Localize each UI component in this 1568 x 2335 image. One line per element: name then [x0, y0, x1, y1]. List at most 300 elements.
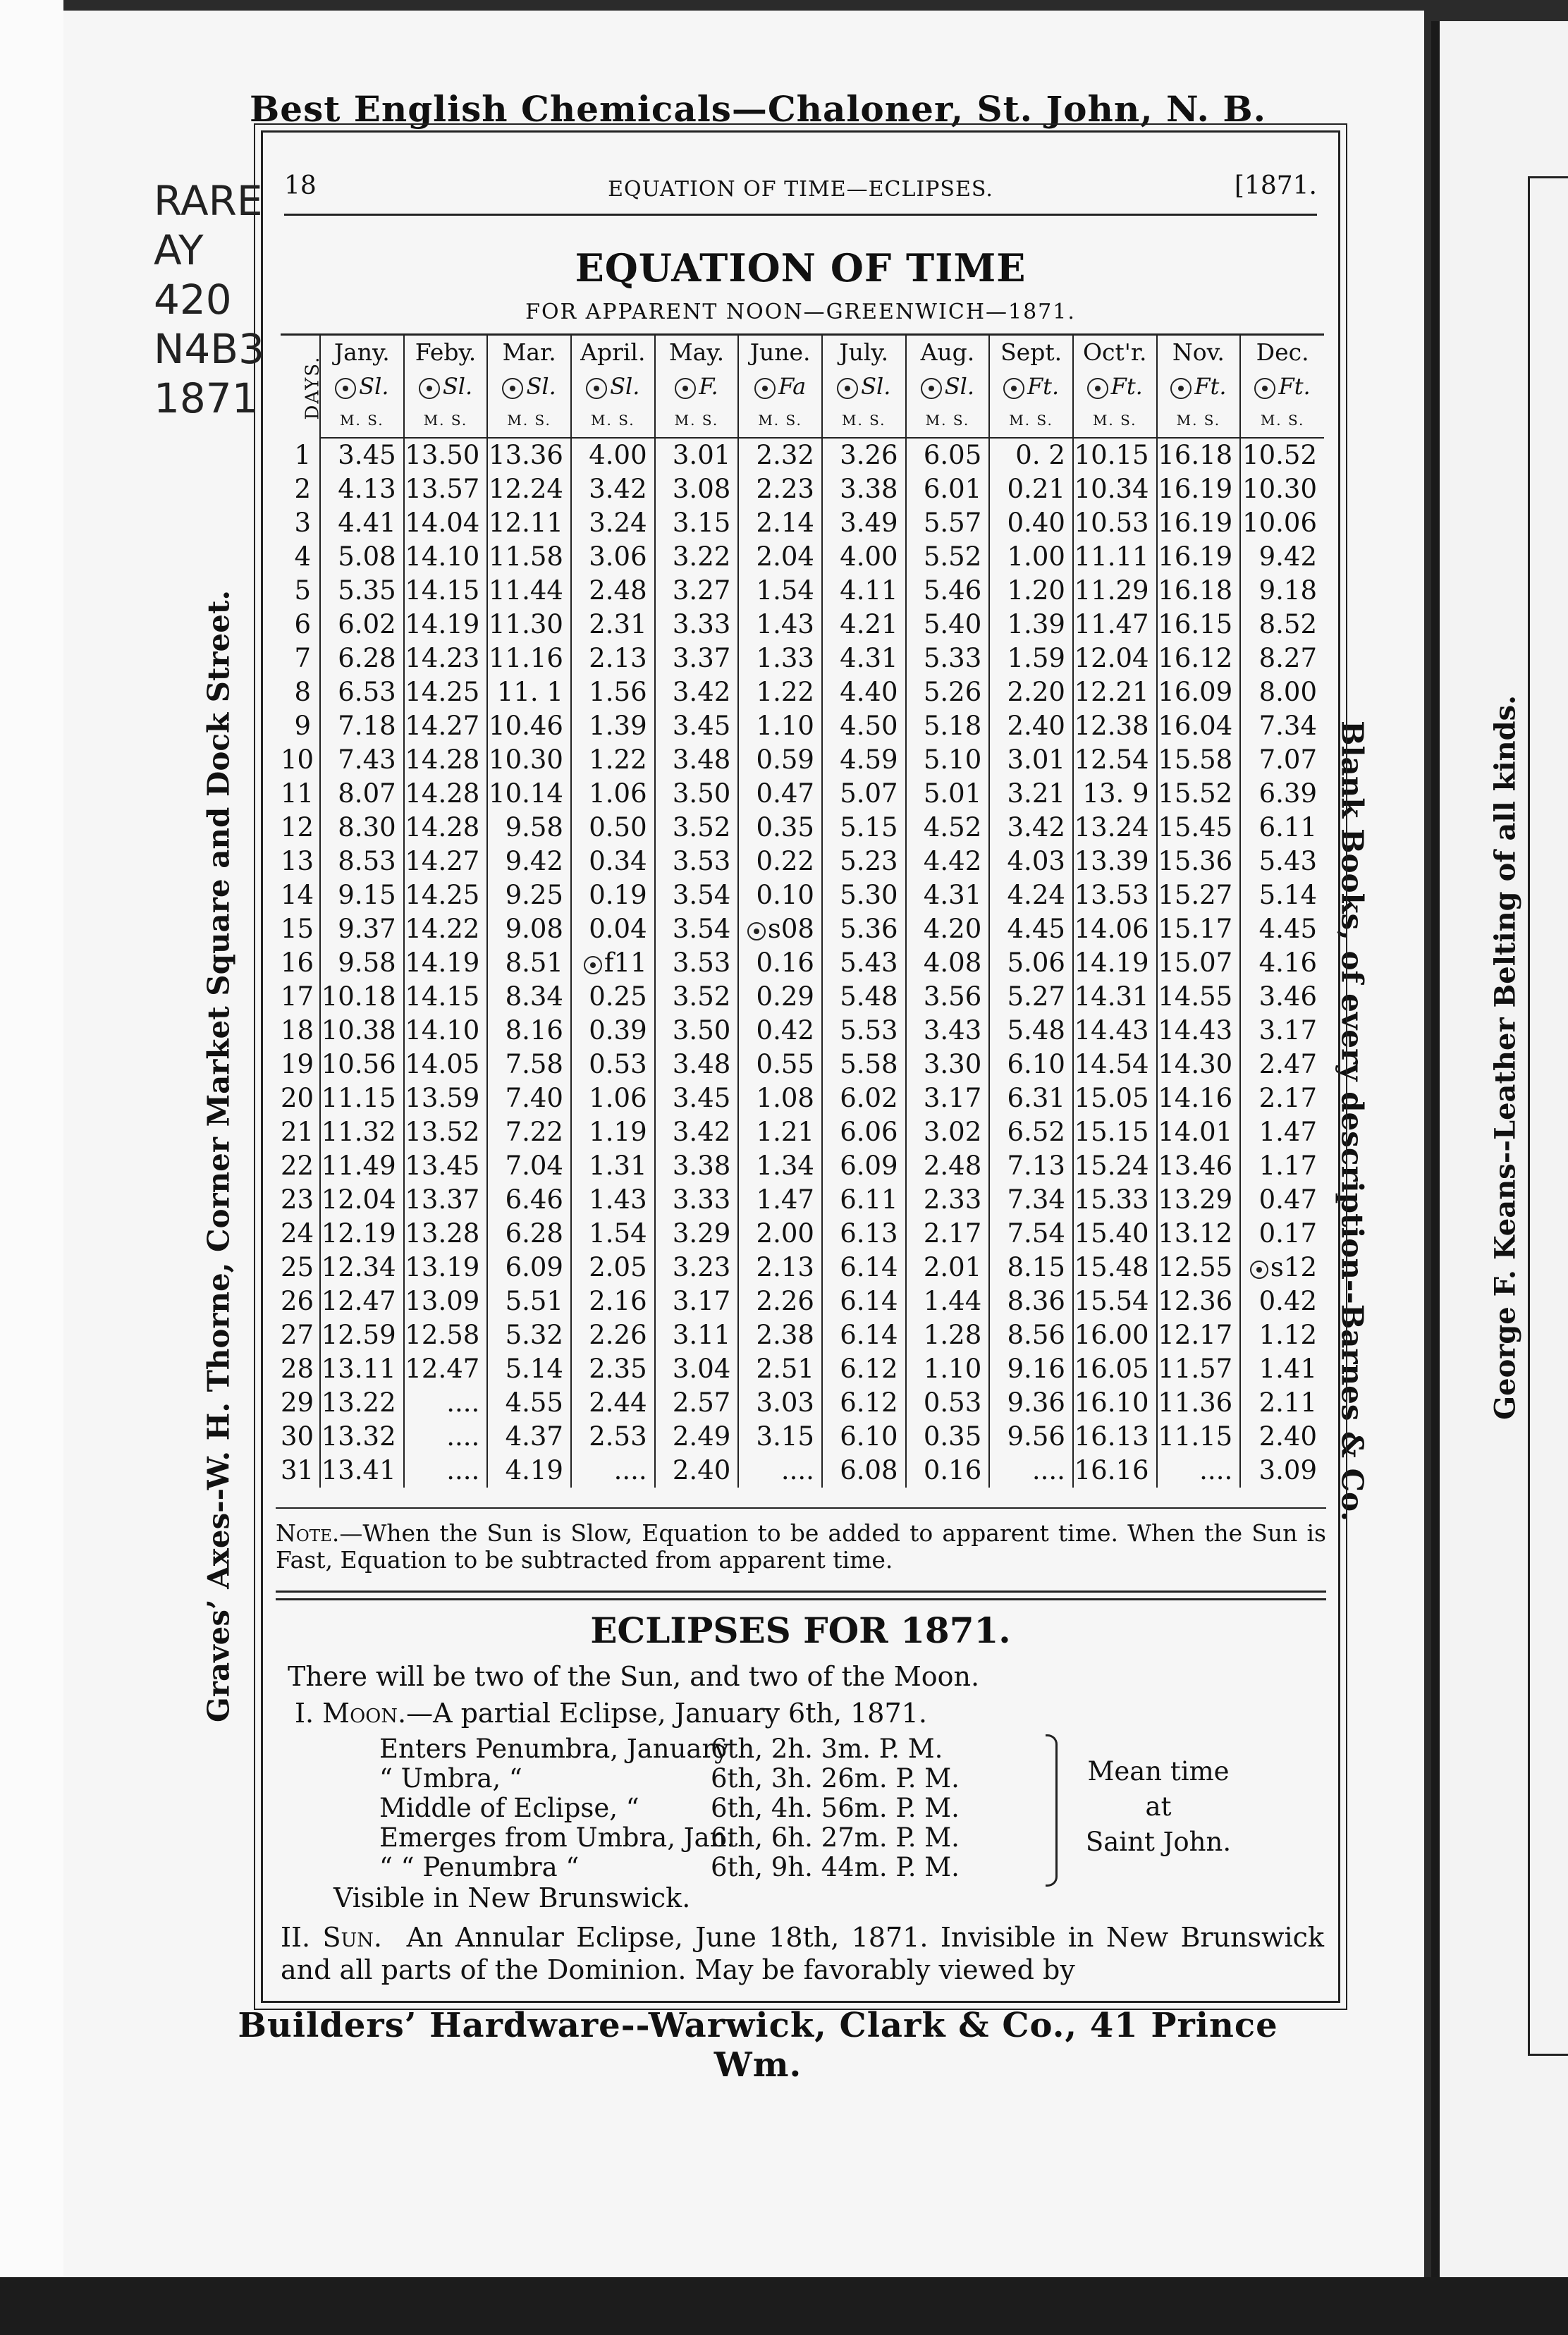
table-row: [281, 709, 1324, 743]
equation-value: 2.01: [906, 1251, 990, 1285]
equation-value: 13.36: [487, 438, 571, 472]
equation-value: 5.43: [822, 946, 906, 980]
equation-value: 6.11: [822, 1183, 906, 1217]
equation-value: 12.11: [487, 506, 571, 540]
equation-value: 3.33: [655, 1183, 739, 1217]
table-row: [281, 1318, 1324, 1352]
equation-value: 0.34: [571, 845, 655, 878]
equation-value: 8.53: [320, 845, 404, 878]
table-row: [281, 608, 1324, 642]
equation-value: 1.43: [571, 1183, 655, 1217]
sun-symbol-icon: [754, 378, 776, 399]
equation-value: 3.53: [655, 946, 739, 980]
equation-value: 6.11: [1240, 811, 1324, 845]
equation-value: 7.34: [1240, 709, 1324, 743]
equation-value: 1.54: [738, 574, 822, 608]
equation-value: 7.34: [989, 1183, 1073, 1217]
equation-value: 11.11: [1073, 540, 1157, 574]
sun-state-label: Ft.: [1110, 373, 1143, 400]
equation-value: 4.20: [906, 912, 990, 946]
equation-value: 5.40: [906, 608, 990, 642]
equation-value: 0.22: [738, 845, 822, 878]
equation-value: 0. 2: [989, 438, 1073, 472]
equation-value: 3.11: [655, 1318, 739, 1352]
equation-value: 2.17: [906, 1217, 990, 1251]
equation-value: 15.40: [1073, 1217, 1157, 1251]
sun-state-label: Sl.: [359, 373, 389, 400]
equation-value: 13.46: [1157, 1149, 1241, 1183]
equation-value: 14.43: [1073, 1014, 1157, 1048]
eclipses-intro: There will be two of the Sun, and two of the Moon.: [288, 1661, 980, 1692]
equation-value: 14.25: [404, 878, 488, 912]
equation-value: 5.18: [906, 709, 990, 743]
equation-value: 2.57: [655, 1386, 739, 1420]
equation-value: 15.33: [1073, 1183, 1157, 1217]
equation-value: 0.47: [1240, 1183, 1324, 1217]
equation-value: 10.34: [1073, 472, 1157, 506]
equation-value: 13.59: [404, 1081, 488, 1115]
right-advertisement: Blank Books, of every description--Barnes & Co.: [1335, 721, 1370, 1521]
equation-value: 9.15: [320, 878, 404, 912]
equation-value: 6.52: [989, 1115, 1073, 1149]
equation-value: 1.54: [571, 1217, 655, 1251]
equation-value: 9.25: [487, 878, 571, 912]
equation-value: 5.33: [906, 642, 990, 675]
month-header: Feby.: [404, 335, 488, 370]
equation-value: 3.17: [1240, 1014, 1324, 1048]
sun-state-label: Ft.: [1278, 373, 1311, 400]
day-number: 30: [281, 1421, 314, 1452]
equation-value: 3.02: [906, 1115, 990, 1149]
sun-crossing-icon: [584, 956, 602, 974]
equation-value-text: s12: [1270, 1252, 1317, 1282]
table-row: [281, 1454, 1324, 1488]
equation-value: 4.50: [822, 709, 906, 743]
equation-value: 10.30: [1240, 472, 1324, 506]
equation-value: 4.31: [906, 878, 990, 912]
moon-eclipse-line: [295, 1698, 927, 1729]
sun-state-header: [738, 369, 822, 403]
equation-value: 11.30: [487, 608, 571, 642]
equation-value: 11.15: [320, 1081, 404, 1115]
equation-value: 3.45: [655, 1081, 739, 1115]
equation-value: 3.37: [655, 642, 739, 675]
equation-value: 14.27: [404, 709, 488, 743]
contact-time: 6th, 6h. 27m. P. M.: [711, 1822, 960, 1853]
equation-value: 4.11: [822, 574, 906, 608]
equation-value: 13.52: [404, 1115, 488, 1149]
equation-value: 0.29: [738, 980, 822, 1014]
equation-value: 5.01: [906, 777, 990, 811]
equation-value: 6.12: [822, 1386, 906, 1420]
top-advertisement: Best English Chemicals—Chaloner, St. John, N. B.: [250, 88, 1266, 130]
equation-value: 13.24: [1073, 811, 1157, 845]
equation-value: 8.27: [1240, 642, 1324, 675]
equation-value: 3.21: [989, 777, 1073, 811]
day-number: 16: [281, 948, 314, 978]
equation-value: 12.36: [1157, 1285, 1241, 1318]
equation-value: 1.39: [571, 709, 655, 743]
equation-value: 9.56: [989, 1420, 1073, 1454]
equation-value: 2.14: [738, 506, 822, 540]
equation-value: 11.47: [1073, 608, 1157, 642]
equation-value: 4.40: [822, 675, 906, 709]
equation-value: 11.44: [487, 574, 571, 608]
equation-value: 8.56: [989, 1318, 1073, 1352]
equation-value: 0.19: [571, 878, 655, 912]
equation-value: 1.00: [989, 540, 1073, 574]
equation-value: 7.58: [487, 1048, 571, 1081]
equation-value: 3.29: [655, 1217, 739, 1251]
page-content-frame: [261, 130, 1340, 2003]
call-number-line: RARE: [154, 177, 263, 225]
equation-value: 4.00: [571, 438, 655, 472]
table-row: [281, 675, 1324, 709]
eclipse-contact-times: [379, 1734, 1049, 1882]
table-row: [281, 912, 1324, 946]
equation-value: 6.46: [487, 1183, 571, 1217]
table-row: [281, 438, 1324, 472]
equation-value: 6.31: [989, 1081, 1073, 1115]
equation-value: 16.04: [1157, 709, 1241, 743]
equation-value: 3.06: [571, 540, 655, 574]
equation-value: 5.30: [822, 878, 906, 912]
equation-value: 15.27: [1157, 878, 1241, 912]
equation-value: 6.10: [989, 1048, 1073, 1081]
equation-value: 9.42: [1240, 540, 1324, 574]
equation-value: 16.18: [1157, 438, 1241, 472]
equation-value: 15.07: [1157, 946, 1241, 980]
equation-value: 8.34: [487, 980, 571, 1014]
equation-value: 5.58: [822, 1048, 906, 1081]
sun-state-label: Ft.: [1194, 373, 1227, 400]
sun-state-label: Sl.: [442, 373, 473, 400]
equation-value: 13.53: [1073, 878, 1157, 912]
equation-value: 13. 9: [1073, 777, 1157, 811]
table-row: [281, 946, 1324, 980]
equation-table-body: [281, 438, 1324, 1488]
equation-value: 3.54: [655, 878, 739, 912]
equation-value: 2.13: [738, 1251, 822, 1285]
equation-value: 2.04: [738, 540, 822, 574]
sun-state-label: Sl.: [944, 373, 975, 400]
day-number: 3: [294, 508, 311, 538]
equation-value: 6.09: [487, 1251, 571, 1285]
equation-value: 5.32: [487, 1318, 571, 1352]
equation-value: 0.35: [906, 1420, 990, 1454]
equation-value: 1.22: [738, 675, 822, 709]
equation-value: 2.40: [655, 1454, 739, 1488]
equation-value: 16.13: [1073, 1420, 1157, 1454]
equation-value: 4.55: [487, 1386, 571, 1420]
equation-value: 3.52: [655, 980, 739, 1014]
table-row: [281, 1251, 1324, 1285]
equation-value: 11.29: [1073, 574, 1157, 608]
equation-value: 2.16: [571, 1285, 655, 1318]
equation-value: 6.13: [822, 1217, 906, 1251]
equation-value: 2.17: [1240, 1081, 1324, 1115]
equation-value: 0.40: [989, 506, 1073, 540]
equation-value: 12.24: [487, 472, 571, 506]
equation-value: 3.45: [320, 438, 404, 472]
equation-value: 6.06: [822, 1115, 906, 1149]
equation-value: 15.05: [1073, 1081, 1157, 1115]
month-header: Oct'r.: [1073, 335, 1157, 370]
month-header: April.: [571, 335, 655, 370]
equation-value: 10.53: [1073, 506, 1157, 540]
equation-value: 5.48: [989, 1014, 1073, 1048]
sun-state-header: [1240, 369, 1324, 403]
day-number: 4: [294, 541, 311, 572]
equation-title: EQUATION OF TIME: [575, 245, 1027, 290]
equation-value: 16.18: [1157, 574, 1241, 608]
equation-value: 13.12: [1157, 1217, 1241, 1251]
equation-value: 14.06: [1073, 912, 1157, 946]
day-number: 29: [281, 1387, 314, 1418]
equation-value: 3.09: [1240, 1454, 1324, 1488]
equation-value: 13.41: [320, 1454, 404, 1488]
equation-value: 5.57: [906, 506, 990, 540]
equation-value: 3.22: [655, 540, 739, 574]
month-header: Dec.: [1240, 335, 1324, 370]
table-row: [281, 1386, 1324, 1420]
equation-value: 4.21: [822, 608, 906, 642]
equation-value: 14.15: [404, 574, 488, 608]
equation-value: 3.17: [906, 1081, 990, 1115]
equation-value: 8.07: [320, 777, 404, 811]
day-number: 9: [294, 711, 311, 741]
unit-header: M. S.: [1157, 403, 1241, 438]
equation-value: 2.26: [571, 1318, 655, 1352]
equation-value: 14.55: [1157, 980, 1241, 1014]
equation-value: 12.47: [320, 1285, 404, 1318]
equation-value: ....: [404, 1454, 488, 1488]
equation-value: 4.03: [989, 845, 1073, 878]
equation-value: 6.14: [822, 1285, 906, 1318]
adjacent-page-advertisement: George F. Keans--Leather Belting of all kinds.: [1488, 694, 1522, 1421]
equation-value: 2.40: [989, 709, 1073, 743]
equation-value: ....: [404, 1420, 488, 1454]
equation-value: 4.52: [906, 811, 990, 845]
equation-value: 1.28: [906, 1318, 990, 1352]
equation-value: 6.01: [906, 472, 990, 506]
equation-value: 1.20: [989, 574, 1073, 608]
equation-value: [738, 912, 822, 946]
equation-value: 3.38: [822, 472, 906, 506]
equation-value: 14.28: [404, 811, 488, 845]
equation-value: 2.51: [738, 1352, 822, 1386]
day-number: 10: [281, 744, 314, 775]
equation-value: 0.16: [738, 946, 822, 980]
day-number: 19: [281, 1049, 314, 1079]
equation-value: 11.32: [320, 1115, 404, 1149]
equation-value: 0.53: [571, 1048, 655, 1081]
equation-value: 3.42: [989, 811, 1073, 845]
bottom-advertisement: Builders’ Hardware--Warwick, Clark & Co., 41 Prince Wm.: [238, 2006, 1278, 2085]
equation-value: 6.10: [822, 1420, 906, 1454]
table-row: [281, 472, 1324, 506]
equation-value: 10.46: [487, 709, 571, 743]
sun-state-header: [1073, 369, 1157, 403]
table-row: [281, 980, 1324, 1014]
equation-value: 1.43: [738, 608, 822, 642]
equation-value: 10.15: [1073, 438, 1157, 472]
equation-value: 16.00: [1073, 1318, 1157, 1352]
sun-state-header: [571, 369, 655, 403]
equation-value: 5.14: [1240, 878, 1324, 912]
call-number-line: AY: [154, 226, 204, 274]
equation-value: 4.16: [1240, 946, 1324, 980]
sun-symbol-icon: [675, 378, 696, 399]
equation-value: 15.58: [1157, 743, 1241, 777]
contact-label: Middle of Eclipse, “: [379, 1793, 639, 1823]
equation-value: 12.04: [1073, 642, 1157, 675]
equation-value: 0.39: [571, 1014, 655, 1048]
unit-header: M. S.: [571, 403, 655, 438]
equation-value: 2.49: [655, 1420, 739, 1454]
equation-value: 1.10: [906, 1352, 990, 1386]
equation-value: 2.11: [1240, 1386, 1324, 1420]
visibility-note: Visible in New Brunswick.: [333, 1882, 691, 1913]
table-row: [281, 1149, 1324, 1183]
equation-value: 5.06: [989, 946, 1073, 980]
equation-value: 9.58: [487, 811, 571, 845]
equation-value: 10.30: [487, 743, 571, 777]
equation-value: 15.48: [1073, 1251, 1157, 1285]
equation-value: 2.53: [571, 1420, 655, 1454]
sun-eclipse-paragraph: [281, 1921, 1324, 1986]
equation-value: 14.01: [1157, 1115, 1241, 1149]
equation-value: 14.19: [1073, 946, 1157, 980]
equation-value: ....: [1157, 1454, 1241, 1488]
sun-state-header: [487, 369, 571, 403]
equation-value: 7.43: [320, 743, 404, 777]
scan-bottom-edge: [0, 2277, 1568, 2335]
scan-margin: [0, 0, 63, 2335]
table-row: [281, 540, 1324, 574]
month-header: Nov.: [1157, 335, 1241, 370]
equation-value: 3.04: [655, 1352, 739, 1386]
equation-value: 10.56: [320, 1048, 404, 1081]
equation-value-text: f11: [604, 948, 647, 978]
day-number: 21: [281, 1117, 314, 1147]
equation-value: 2.33: [906, 1183, 990, 1217]
unit-header: M. S.: [989, 403, 1073, 438]
equation-value: 3.38: [655, 1149, 739, 1183]
equation-value: 14.23: [404, 642, 488, 675]
equation-value: ....: [989, 1454, 1073, 1488]
equation-value: 3.03: [738, 1386, 822, 1420]
equation-value: 3.01: [989, 743, 1073, 777]
day-number: 7: [294, 643, 311, 673]
equation-value: 16.09: [1157, 675, 1241, 709]
unit-header: M. S.: [738, 403, 822, 438]
equation-value: 1.19: [571, 1115, 655, 1149]
table-row: [281, 1420, 1324, 1454]
unit-header: M. S.: [404, 403, 488, 438]
equation-value: 0.10: [738, 878, 822, 912]
equation-value: 0.50: [571, 811, 655, 845]
day-number: 24: [281, 1218, 314, 1249]
day-number: 27: [281, 1320, 314, 1350]
equation-value: 9.18: [1240, 574, 1324, 608]
sun-state-label: Sl.: [610, 373, 640, 400]
equation-value: 0.17: [1240, 1217, 1324, 1251]
equation-value: 0.16: [906, 1454, 990, 1488]
running-head: [284, 171, 1317, 216]
equation-value: 5.10: [906, 743, 990, 777]
equation-value: 2.48: [571, 574, 655, 608]
day-number: 20: [281, 1083, 314, 1113]
equation-value: 3.52: [655, 811, 739, 845]
contact-row: [379, 1794, 1049, 1823]
equation-value: 9.36: [989, 1386, 1073, 1420]
equation-value: 5.35: [320, 574, 404, 608]
sun-state-label: Sl.: [526, 373, 556, 400]
equation-value: 14.31: [1073, 980, 1157, 1014]
day-number: 28: [281, 1354, 314, 1384]
table-row: [281, 1352, 1324, 1386]
equation-value: 9.58: [320, 946, 404, 980]
equation-value: 2.26: [738, 1285, 822, 1318]
call-number-line: 420: [154, 276, 232, 324]
contact-row: [379, 1853, 1049, 1882]
contact-row: [379, 1764, 1049, 1794]
equation-value: 3.15: [655, 506, 739, 540]
unit-header: M. S.: [487, 403, 571, 438]
month-header-row: [281, 335, 1324, 370]
sun-symbol-icon: [502, 378, 523, 399]
table-row: [281, 845, 1324, 878]
equation-value: 7.40: [487, 1081, 571, 1115]
equation-value: 11.15: [1157, 1420, 1241, 1454]
equation-value: 13.37: [404, 1183, 488, 1217]
equation-value: 1.17: [1240, 1149, 1324, 1183]
day-number: 1: [294, 439, 311, 470]
table-row: [281, 743, 1324, 777]
equation-value: 5.48: [822, 980, 906, 1014]
month-header: Mar.: [487, 335, 571, 370]
table-row: [281, 574, 1324, 608]
equation-value: 9.37: [320, 912, 404, 946]
call-number-line: N4B3: [154, 325, 264, 373]
equation-value: 14.54: [1073, 1048, 1157, 1081]
table-row: [281, 1014, 1324, 1048]
equation-value: 1.21: [738, 1115, 822, 1149]
equation-value: 2.48: [906, 1149, 990, 1183]
equation-value: 0.42: [1240, 1285, 1324, 1318]
equation-value: 6.28: [320, 642, 404, 675]
equation-value: 1.59: [989, 642, 1073, 675]
sun-crossing-icon: [747, 922, 766, 940]
equation-value: 12.34: [320, 1251, 404, 1285]
equation-value: 2.31: [571, 608, 655, 642]
contact-label: “ Umbra, “: [379, 1763, 522, 1794]
equation-value: 14.19: [404, 608, 488, 642]
equation-value: 6.02: [320, 608, 404, 642]
equation-value: 3.56: [906, 980, 990, 1014]
moon-heading: I. Moon.: [295, 1698, 407, 1729]
equation-value: 0.25: [571, 980, 655, 1014]
equation-value: 12.17: [1157, 1318, 1241, 1352]
day-number: 22: [281, 1151, 314, 1181]
equation-value: 1.08: [738, 1081, 822, 1115]
equation-value: 3.42: [655, 675, 739, 709]
equation-value: 3.24: [571, 506, 655, 540]
sun-symbol-icon: [1170, 378, 1192, 399]
table-row: [281, 1081, 1324, 1115]
equation-value: 14.25: [404, 675, 488, 709]
